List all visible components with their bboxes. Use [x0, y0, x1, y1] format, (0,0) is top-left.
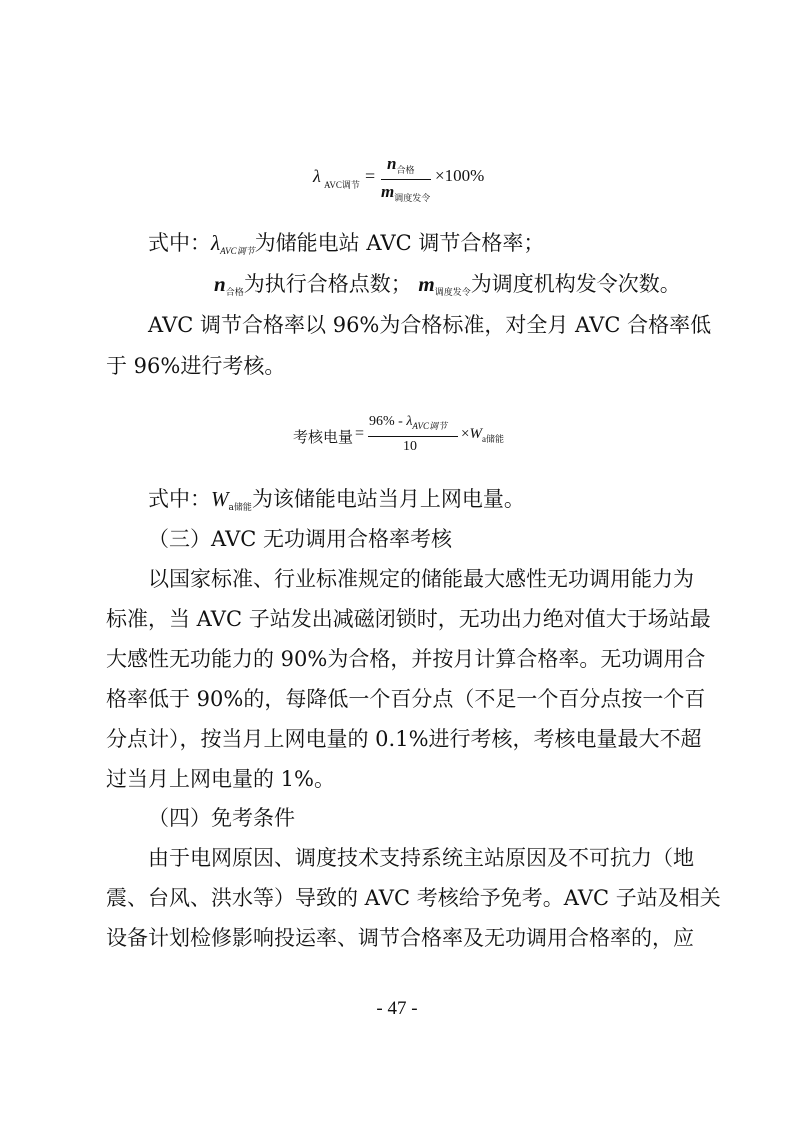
- paragraph-line: 标准，当 AVC 子站发出减磁闭锁时，无功出力绝对值大于场站最: [106, 607, 711, 631]
- definition-lambda: 式中：λAVC调节为储能电站 AVC 调节合格率；: [148, 231, 545, 256]
- section-heading: （四）免考条件: [148, 806, 295, 830]
- paragraph-line: 设备计划检修影响投运率、调节合格率及无功调用合格率的，应: [106, 926, 694, 950]
- formula-assessment-energy: [285, 412, 545, 460]
- page-number: - 47 -: [376, 998, 418, 1019]
- paragraph-line: 于 96%进行考核。: [106, 354, 286, 378]
- formula-numerator: $96\% - \lambda_{AVC调节}$: [369, 414, 447, 431]
- paragraph-line: 格率低于 90%的，每降低一个百分点（不足一个百分点按一个百: [106, 687, 706, 711]
- paragraph-line: AVC 调节合格率以 96%为合格标准，对全月 AVC 合格率低: [148, 313, 712, 337]
- formula-multiplier: $\times W_{a储能}$: [461, 426, 504, 444]
- formula-denominator: $m_{调度发令}$: [381, 182, 431, 203]
- paragraph-line: 过当月上网电量的 1%。: [106, 767, 335, 791]
- formula-avc-regulation-rate: [305, 152, 545, 212]
- formula-equals: =: [365, 166, 376, 186]
- formula-numerator: $n_{合格}$: [387, 154, 415, 175]
- fraction-bar: [381, 179, 431, 180]
- formula-denominator: 10: [403, 439, 417, 454]
- formula-multiplier: ×100%: [435, 166, 485, 185]
- formula-equals: =: [355, 425, 365, 442]
- formula-lambda-subscript: AVC调节: [324, 180, 360, 190]
- paragraph-line: 以国家标准、行业标准规定的储能最大感性无功调用能力为: [148, 567, 694, 591]
- paragraph-line: 大感性无功能力的 90%为合格，并按月计算合格率。无功调用合: [106, 647, 706, 671]
- formula-lambda: λ: [313, 166, 321, 186]
- section-heading: （三）AVC 无功调用合格率考核: [148, 527, 453, 551]
- formula-label: 考核电量: [293, 428, 354, 446]
- paragraph-line: 由于电网原因、调度技术支持系统主站原因及不可抗力（地: [148, 846, 694, 870]
- definition-w: 式中：$W_{a储能}$为该储能电站当月上网电量。: [148, 487, 525, 513]
- fraction-bar: [368, 436, 458, 437]
- paragraph-line: 分点计），按当月上网电量的 0.1%进行考核，考核电量最大不超: [106, 727, 702, 751]
- definition-n-m: $n_{合格}$为执行合格点数； $m_{调度发令}$为调度机构发令次数。: [214, 272, 681, 298]
- paragraph-line: 震、台风、洪水等）导致的 AVC 考核给予免考。AVC 子站及相关: [106, 886, 721, 910]
